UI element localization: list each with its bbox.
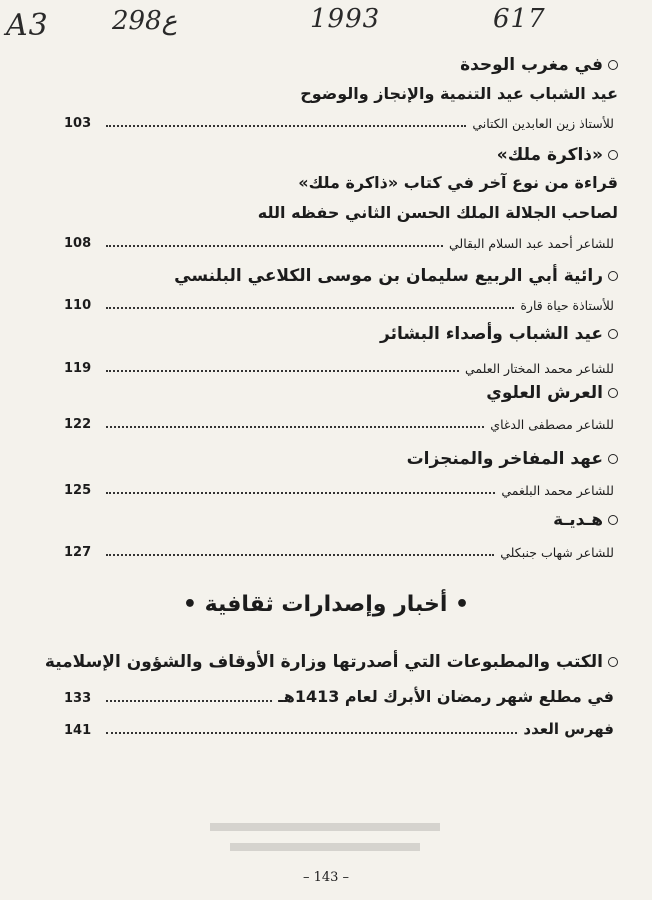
entry-author: للشاعر أحمد عبد السلام البقالي xyxy=(449,236,614,251)
leader-dots xyxy=(106,491,495,494)
leader-dots xyxy=(106,124,466,127)
entry-author: للشاعر مصطفى الدغاي xyxy=(490,417,614,432)
bullet-circle-icon xyxy=(608,271,618,281)
entry-title: عيد الشباب وأصداء البشائر xyxy=(380,324,618,344)
entry-author: للشاعر شهاب جنبكلي xyxy=(500,545,614,560)
entry-author-line xyxy=(64,233,614,251)
leader-dots xyxy=(106,369,459,372)
entry-page-number: 141 xyxy=(64,723,92,738)
entry-author-line xyxy=(64,113,614,131)
section-heading: • أخبار وإصدارات ثقافية • xyxy=(182,592,470,617)
entry-title: في مغرب الوحدة xyxy=(460,55,618,75)
leader-dots xyxy=(106,306,514,309)
entry-page-number: 110 xyxy=(64,298,92,313)
bullet-circle-icon xyxy=(608,150,618,160)
entry-page-number: 133 xyxy=(64,691,92,706)
bullet-circle-icon xyxy=(608,515,618,525)
index-entry-line xyxy=(64,716,614,738)
bullet-circle-icon xyxy=(608,657,618,667)
leader-dots xyxy=(106,553,494,556)
handwritten-ref: 617 xyxy=(493,4,546,34)
entry-page-number: 119 xyxy=(64,361,92,376)
entry-author: للشاعر محمد البلغمي xyxy=(501,483,614,498)
page-number-footer: – 143 – xyxy=(302,870,350,885)
entry-subtitle: عيد الشباب عيد التنمية والإنجاز والوضوح xyxy=(300,84,618,103)
entry-title: رائية أبي الربيع سليمان بن موسى الكلاعي البلنسي xyxy=(174,266,618,286)
entry-author-line xyxy=(64,295,614,313)
news-entry-subtitle: في مطلع شهر رمضان الأبرك لعام 1413هـ xyxy=(278,687,614,706)
entry-title: هـديـة xyxy=(553,510,618,530)
entry-author: للشاعر محمد المختار العلمي xyxy=(464,361,614,376)
news-entry-line xyxy=(64,684,614,706)
entry-subtitle: لصاحب الجلالة الملك الحسن الثاني حفظه الله xyxy=(257,203,618,222)
handwritten-shelf-mark: A3 xyxy=(6,8,49,43)
entry-page-number: 103 xyxy=(64,116,92,131)
entry-author-line xyxy=(64,358,614,376)
bullet-circle-icon xyxy=(608,329,618,339)
entry-author-line xyxy=(64,480,614,498)
entry-title: عهد المفاخر والمنجزات xyxy=(407,449,618,469)
leader-dots xyxy=(106,244,443,247)
entry-page-number: 127 xyxy=(64,545,92,560)
index-entry-title: فهرس العدد xyxy=(523,720,614,738)
entry-page-number: 125 xyxy=(64,483,92,498)
entry-author-line xyxy=(64,542,614,560)
bullet-circle-icon xyxy=(608,454,618,464)
bullet-circle-icon xyxy=(608,388,618,398)
handwritten-catalog-number: 298ع xyxy=(112,6,178,36)
entry-title: العرش العلوي xyxy=(486,383,618,403)
leader-dots xyxy=(106,731,517,734)
entry-author: للأستاذة حياة قارة xyxy=(520,298,614,313)
bleed-through-texture xyxy=(210,818,440,868)
entry-author: للأستاذ زين العابدين الكتاني xyxy=(472,116,614,131)
handwritten-year: 1993 xyxy=(310,4,381,34)
entry-subtitle: قراءة من نوع آخر في كتاب «ذاكرة ملك» xyxy=(298,173,618,192)
bullet-circle-icon xyxy=(608,60,618,70)
news-entry-title: الكتب والمطبوعات التي أصدرتها وزارة الأوقاف والشؤون الإسلامية xyxy=(45,652,618,672)
entry-page-number: 108 xyxy=(64,236,92,251)
entry-title: «ذاكرة ملك» xyxy=(497,145,618,165)
entry-page-number: 122 xyxy=(64,417,92,432)
leader-dots xyxy=(106,699,272,702)
entry-author-line xyxy=(64,414,614,432)
leader-dots xyxy=(106,425,484,428)
